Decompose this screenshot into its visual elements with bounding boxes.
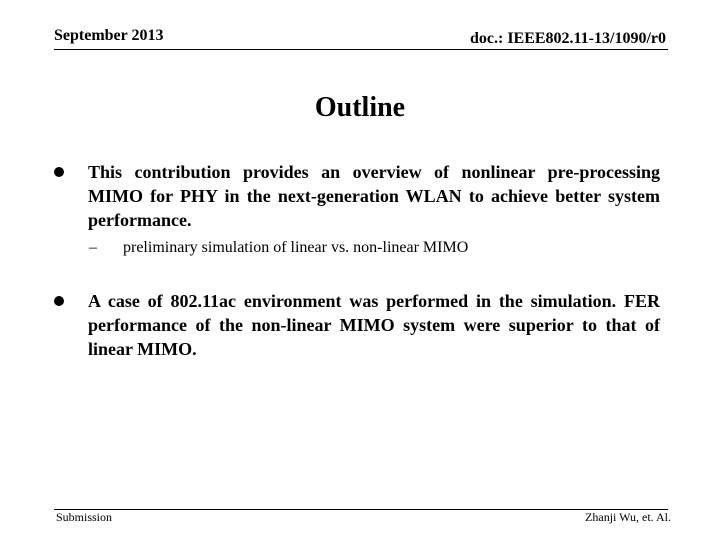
sub-bullet-dash: – xyxy=(89,239,97,256)
header-date: September 2013 xyxy=(54,27,164,44)
sub-bullet-text-1: preliminary simulation of linear vs. non-linear MIMO xyxy=(123,239,469,256)
bullet-text-1: This contribution provides an overview of nonlinear pre-processing MIMO for PHY in the next-generation WLAN to achieve better system performance. xyxy=(88,162,660,230)
bullet-dot-icon xyxy=(54,296,64,306)
header-doc-id: doc.: IEEE802.11-13/1090/r0 xyxy=(469,30,666,47)
bullet-item-2 xyxy=(54,289,660,361)
bullet-dot-icon xyxy=(54,167,64,177)
bullet-item-1 xyxy=(54,160,660,232)
slide-title: Outline xyxy=(314,92,406,123)
sub-bullet-item-1 xyxy=(89,238,649,258)
footer-submission: Submission xyxy=(56,510,113,524)
header-divider xyxy=(54,49,668,50)
bullet-text-2: A case of 802.11ac environment was performed in the simulation. FER performance of the non-linear MIMO system were superior to that of linear MIMO. xyxy=(88,291,660,359)
footer-divider xyxy=(54,509,668,510)
footer-author: Zhanji Wu, et. Al. xyxy=(585,510,671,524)
